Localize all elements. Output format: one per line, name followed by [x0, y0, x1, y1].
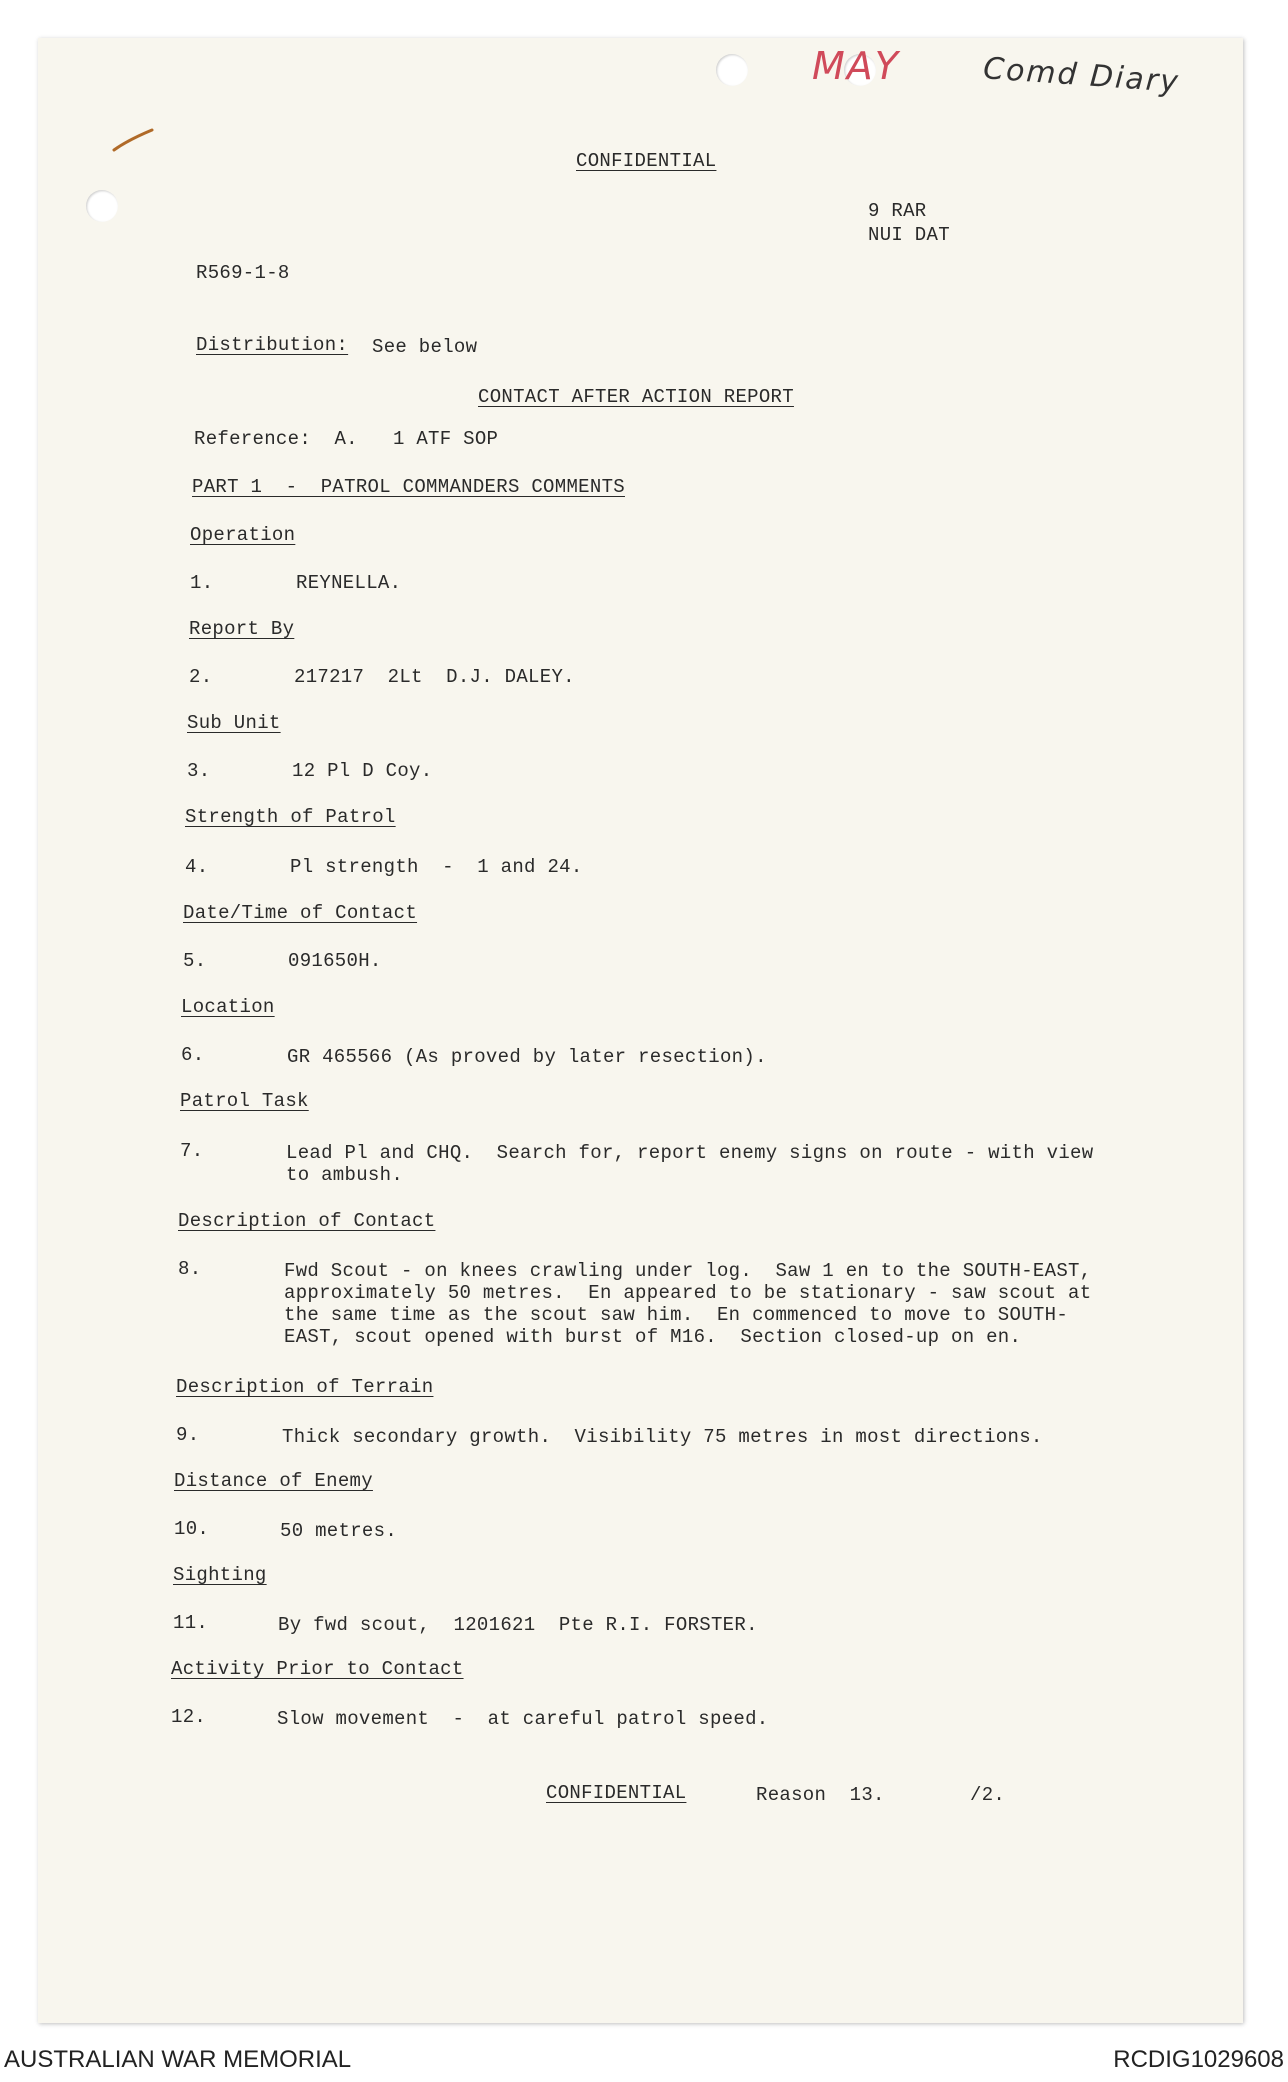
section-text: 50 metres. — [280, 1520, 398, 1542]
section-text: GR 465566 (As proved by later resection). — [287, 1046, 767, 1068]
distribution-label: Distribution: — [196, 334, 349, 356]
section-heading: Activity Prior to Contact — [171, 1658, 464, 1680]
reference — [194, 428, 498, 450]
reference-label: Reference: — [194, 428, 312, 450]
section-heading: Distance of Enemy — [174, 1470, 373, 1492]
page-continuation: /2. — [970, 1784, 1006, 1806]
section-text: Slow movement - at careful patrol speed. — [277, 1708, 769, 1730]
section-heading: Report By — [189, 618, 295, 640]
archive-id: RCDIG1029608 — [1113, 2046, 1284, 2073]
section-heading: Date/Time of Contact — [183, 902, 418, 924]
section-number: 2. — [189, 666, 213, 688]
section-heading: Sub Unit — [187, 712, 281, 734]
unit-name: 9 RAR — [868, 200, 927, 222]
report-title: CONTACT AFTER ACTION REPORT — [478, 386, 794, 408]
section-number: 4. — [185, 856, 209, 878]
section-text: 12 Pl D Coy. — [292, 760, 433, 782]
reason-code: Reason 13. — [756, 1784, 885, 1806]
section-number: 11. — [173, 1612, 209, 1634]
distribution-value: See below — [372, 336, 478, 358]
section-number: 7. — [180, 1140, 204, 1162]
section-text: 217217 2Lt D.J. DALEY. — [294, 666, 575, 688]
section-number: 12. — [171, 1706, 207, 1728]
section-number: 6. — [181, 1044, 205, 1066]
section-text: Fwd Scout - on knees crawling under log. Saw 1 en to the SOUTH-EAST, approximately 50 metres. En appeared to be stationary - saw scout at the same time as the scout saw him. En commenced to move to SOUTH- EAST, scout opened with burst of M16. Section closed-up on en. — [284, 1260, 1092, 1348]
unit-location: NUI DAT — [868, 224, 950, 246]
section-text: Thick secondary growth. Visibility 75 metres in most directions. — [282, 1426, 1043, 1448]
section-number: 3. — [187, 760, 211, 782]
section-heading: Description of Contact — [178, 1210, 436, 1232]
punch-hole — [716, 54, 748, 86]
section-heading: Patrol Task — [180, 1090, 309, 1112]
pencil-mark — [108, 118, 158, 158]
classification-footer: CONFIDENTIAL — [546, 1782, 687, 1804]
section-text: Lead Pl and CHQ. Search for, report enemy signs on route - with view to ambush. — [286, 1142, 1094, 1186]
file-reference: R569-1-8 — [196, 262, 290, 284]
section-number: 5. — [183, 950, 207, 972]
archive-name: AUSTRALIAN WAR MEMORIAL — [4, 2046, 352, 2073]
section-number: 1. — [190, 572, 214, 594]
reference-value: A. 1 ATF SOP — [334, 428, 499, 450]
classification-header: CONFIDENTIAL — [576, 150, 717, 172]
section-text: 091650H. — [288, 950, 382, 972]
part-title: PART 1 - PATROL COMMANDERS COMMENTS — [192, 476, 625, 498]
handwritten-diary-note: Comd Diary — [982, 51, 1181, 100]
section-heading: Sighting — [173, 1564, 267, 1586]
section-text: Pl strength - 1 and 24. — [290, 856, 583, 878]
section-number: 8. — [178, 1258, 202, 1280]
section-text: REYNELLA. — [296, 572, 402, 594]
section-heading: Strength of Patrol — [185, 806, 396, 828]
section-heading: Operation — [190, 524, 296, 546]
handwritten-month: MAY — [812, 44, 900, 88]
section-heading: Description of Terrain — [176, 1376, 434, 1398]
section-heading: Location — [181, 996, 275, 1018]
section-number: 9. — [176, 1424, 200, 1446]
section-text: By fwd scout, 1201621 Pte R.I. FORSTER. — [278, 1614, 758, 1636]
punch-hole — [86, 190, 118, 222]
section-number: 10. — [174, 1518, 210, 1540]
